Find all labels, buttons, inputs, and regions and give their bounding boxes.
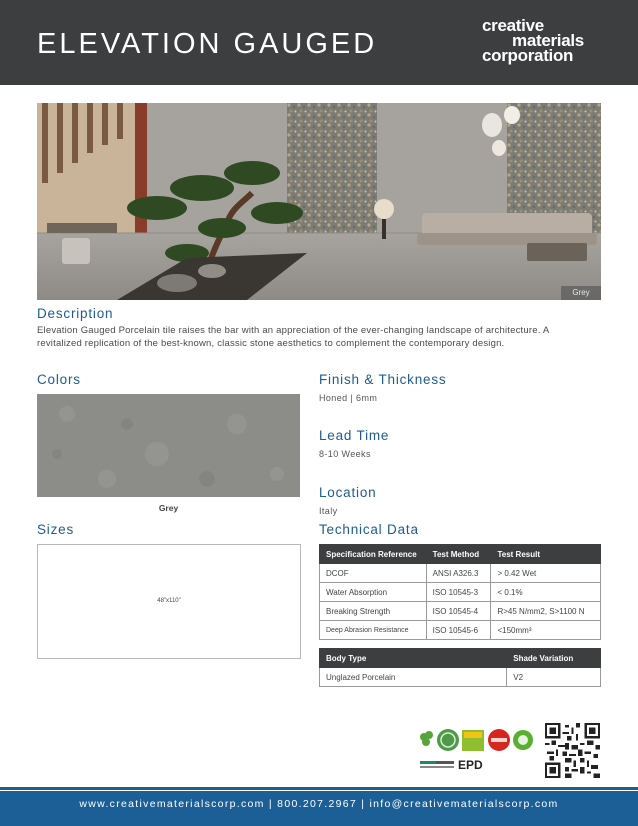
product-title: ELEVATION GAUGED xyxy=(37,28,378,60)
cert-badges xyxy=(417,728,535,754)
qr-code[interactable] xyxy=(545,723,600,778)
column-header: Test Result xyxy=(491,545,601,564)
table-cell: Deep Abrasion Resistance xyxy=(320,621,427,640)
hero-illustration xyxy=(37,103,601,300)
epd-label: EPD xyxy=(458,758,483,771)
table-cell: Breaking Strength xyxy=(320,602,427,621)
location-heading: Location xyxy=(319,485,377,500)
swatch-label: Grey xyxy=(158,503,179,513)
company-logo[interactable] xyxy=(482,18,584,63)
body-type-table xyxy=(319,648,601,687)
hero-room-image xyxy=(37,103,601,300)
swatch-texture xyxy=(37,394,300,497)
column-header: Specification Reference xyxy=(320,545,427,564)
table-row xyxy=(320,602,601,621)
sizes-heading: Sizes xyxy=(37,522,75,537)
table-cell: ISO 10545-4 xyxy=(426,602,491,621)
logo-line-3: corporation xyxy=(482,46,574,65)
table-cell: R>45 N/mm2, S>1100 N xyxy=(491,602,601,621)
epd-logo xyxy=(420,757,495,771)
table-cell: DCOF xyxy=(320,564,427,583)
lead-time-value: 8-10 Weeks xyxy=(319,449,371,459)
column-header: Shade Variation xyxy=(507,649,601,668)
logo-line-2: materials xyxy=(512,31,584,50)
table-cell: > 0.42 Wet xyxy=(491,564,601,583)
column-header: Body Type xyxy=(320,649,507,668)
leed-icon xyxy=(420,731,433,746)
lead-time-heading: Lead Time xyxy=(319,428,390,443)
description-text: Elevation Gauged Porcelain tile raises the bar with an appreciation of the ever-changing landscape of architecture. A revitalized replication of the best-known, classic stone aesthetics to complement the contemporary design. xyxy=(37,325,549,349)
color-swatch-grey[interactable] xyxy=(37,394,300,497)
table-cell: ANSI A326.3 xyxy=(426,564,491,583)
finish-value: Honed | 6mm xyxy=(319,393,378,403)
qr-code-icon xyxy=(545,723,600,778)
table-cell: ISO 10545-3 xyxy=(426,583,491,602)
finish-heading: Finish & Thickness xyxy=(319,372,447,387)
header-bar xyxy=(0,0,638,85)
certification-logos xyxy=(417,728,535,754)
footer-divider xyxy=(0,787,638,790)
table-row xyxy=(320,583,601,602)
table-row xyxy=(320,621,601,640)
table-header-row xyxy=(320,545,601,564)
technical-data-table xyxy=(319,544,601,640)
footer-contact[interactable]: www.creativematerialscorp.com | 800.207.2967 | info@creativematerialscorp.com xyxy=(0,791,638,826)
technical-heading: Technical Data xyxy=(319,522,419,537)
size-diagram xyxy=(37,544,301,659)
colors-heading: Colors xyxy=(37,372,81,387)
table-cell: ISO 10545-6 xyxy=(426,621,491,640)
location-value: Italy xyxy=(319,506,338,516)
table-cell: Unglazed Porcelain xyxy=(320,668,507,687)
table-cell: < 0.1% xyxy=(491,583,601,602)
size-label: 48"x110" xyxy=(157,598,181,604)
table-cell: <150mm³ xyxy=(491,621,601,640)
description-heading: Description xyxy=(37,306,114,321)
table-row xyxy=(320,668,601,687)
epd-bars-icon xyxy=(420,757,495,771)
table-cell: Water Absorption xyxy=(320,583,427,602)
table-row xyxy=(320,564,601,583)
table-cell: V2 xyxy=(507,668,601,687)
table-header-row xyxy=(320,649,601,668)
hero-caption: Grey xyxy=(561,286,601,300)
column-header: Test Method xyxy=(426,545,491,564)
logo-line-1: creative xyxy=(482,16,544,35)
